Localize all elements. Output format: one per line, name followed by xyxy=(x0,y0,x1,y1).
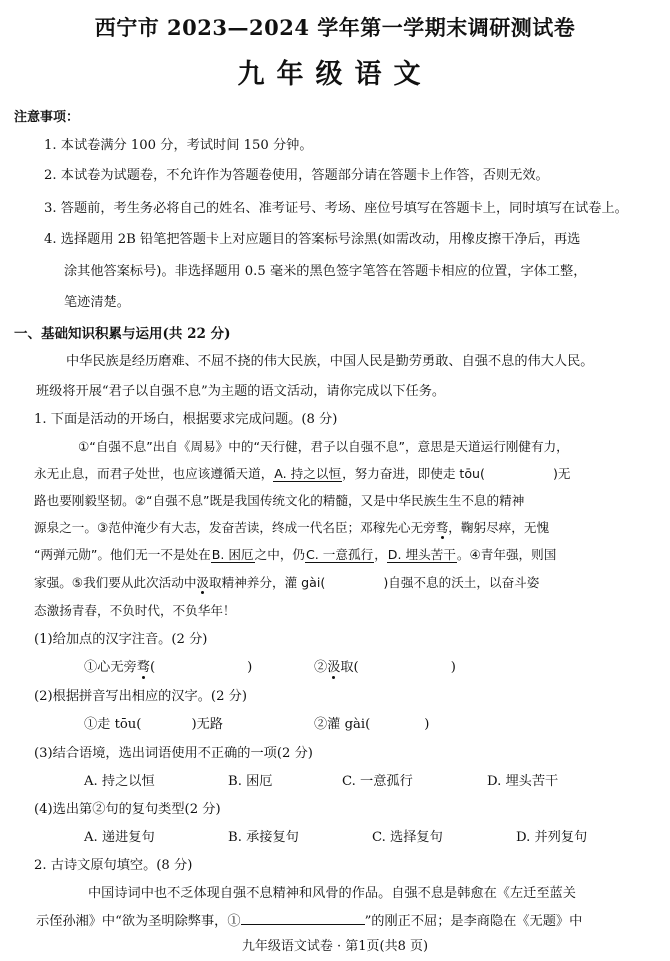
answer-text: ) xyxy=(247,660,253,675)
sub-question-stem: (3)结合语境，选出词语使用不正确的一项(2 分) xyxy=(34,746,313,761)
passage-text: 家强。⑤我们要从此次活动中 xyxy=(34,575,197,590)
passage-line: 中国诗词中也不乏体现自强不息精神和风骨的作品。自强不息是韩愈在《左迁至蓝关 xyxy=(88,886,576,901)
passage-text: ， xyxy=(374,547,387,562)
choice-option-d[interactable]: D. 并列复句 xyxy=(516,830,588,845)
passage-line xyxy=(36,910,582,929)
note-item: 4. 选择题用 2B 铅笔把答题卡上对应题目的答案标号涂黑(如需改动，用橡皮擦干净后，再选 xyxy=(44,232,581,247)
sub-question-answer xyxy=(314,656,456,675)
sub-question-answer xyxy=(314,713,429,732)
passage-text: 取精神养分，灌 gài( xyxy=(209,575,326,590)
answer-text: ( xyxy=(149,660,156,675)
sub-question-stem: (4)选出第②句的复句类型(2 分) xyxy=(34,802,221,817)
passage-line: 态激扬青春，不负时代，不负华年！ xyxy=(34,603,236,618)
notes-heading: 注意事项： xyxy=(14,110,80,125)
subject-title: 九年级语文 xyxy=(237,59,433,90)
passage-text: ”的刚正不屈；是李商隐在《无题》中 xyxy=(364,914,583,929)
section-heading: 一、基础知识积累与运用(共 22 分) xyxy=(14,326,231,342)
passage-text: ，努力奋进，即使走 tōu( xyxy=(342,466,485,481)
passage-text: 永无止息，而君子处世，也应该遵循天道， xyxy=(34,466,274,481)
question-2-stem: 2. 古诗文原句填空。(8 分) xyxy=(34,858,193,873)
question-1-stem: 1. 下面是活动的开场白，根据要求完成问题。(8 分) xyxy=(34,412,338,427)
passage-line xyxy=(34,572,539,591)
sub-question-answer xyxy=(84,713,223,732)
exam-title: 西宁市 2023—2024 学年第一学期末调研测试卷 xyxy=(94,15,576,40)
fill-in-line[interactable] xyxy=(241,912,365,925)
passage-text: 之中，仍 xyxy=(254,547,305,562)
answer-text: ②灌 gài( xyxy=(314,717,371,732)
section-intro: 班级将开展“君子以自强不息”为主题的语文活动，请你完成以下任务。 xyxy=(36,384,446,399)
note-item: 1. 本试卷满分 100 分，考试时间 150 分钟。 xyxy=(44,138,313,153)
choice-option-c[interactable]: C. 一意孤行 xyxy=(342,774,413,789)
passage-line xyxy=(34,544,556,563)
note-item: 3. 答题前，考生务必将自己的姓名、准考证号、考场、座位号填写在答题卡上，同时填写在试卷上。 xyxy=(44,201,628,216)
sub-question-stem: (2)根据拼音写出相应的汉字。(2 分) xyxy=(34,689,247,704)
choice-option-b[interactable]: B. 承接复句 xyxy=(228,830,299,845)
choice-option-c[interactable]: C. 选择复句 xyxy=(372,830,443,845)
underlined-phrase-c: C. 一意孤行 xyxy=(306,547,374,562)
note-item: 笔迹清楚。 xyxy=(64,295,130,310)
passage-line: ①“自强不息”出自《周易》中的“天行健，君子以自强不息”，意思是天道运行刚健有力， xyxy=(78,439,569,454)
answer-text: )无路 xyxy=(191,717,223,732)
passage-line: 路也要刚毅坚韧。②“自强不息”既是我国传统文化的精髓，又是中华民族生生不息的精神 xyxy=(34,493,525,508)
dotted-char: 汲 xyxy=(327,660,341,675)
sub-question-answer xyxy=(84,656,252,675)
choice-option-a[interactable]: A. 递进复句 xyxy=(84,830,155,845)
passage-text: “两弹元勋”。他们无一不是处在 xyxy=(34,547,211,562)
passage-text: )自强不息的沃土，以奋斗姿 xyxy=(383,575,540,590)
passage-text: ，鞠躬尽瘁，无愧 xyxy=(448,520,550,535)
passage-text: 示侄孙湘》中“欲为圣明除弊事，① xyxy=(36,914,241,929)
answer-text: ② xyxy=(314,660,328,675)
note-item: 涂其他答案标号)。非选择题用 0.5 毫米的黑色签字笔答在答题卡相应的位置，字体工整， xyxy=(64,264,587,279)
page-footer: 九年级语文试卷 · 第1页(共8 页) xyxy=(241,939,429,954)
passage-text: 。④青年强，则国 xyxy=(456,547,557,562)
answer-text: ①走 tōu( xyxy=(84,717,142,732)
passage-text: )无 xyxy=(552,466,571,481)
answer-text: 取( xyxy=(340,660,359,675)
answer-text: ) xyxy=(450,660,456,675)
underlined-phrase-b: B. 困厄 xyxy=(211,547,254,562)
choice-option-b[interactable]: B. 困厄 xyxy=(228,774,273,789)
section-intro: 中华民族是经历磨难、不屈不挠的伟大民族，中国人民是勤劳勇敢、自强不息的伟大人民。 xyxy=(66,354,594,369)
passage-line xyxy=(34,463,570,482)
dotted-char: 骛 xyxy=(435,520,449,535)
dotted-char: 汲 xyxy=(196,575,210,590)
choice-option-d[interactable]: D. 埋头苦干 xyxy=(487,774,559,789)
note-item: 2. 本试卷为试题卷，不允许作为答题卷使用，答题部分请在答题卡上作答，否则无效。 xyxy=(44,168,549,183)
dotted-char: 骛 xyxy=(136,660,150,675)
answer-text: ) xyxy=(424,717,430,732)
underlined-phrase-a: A. 持之以恒 xyxy=(274,466,342,481)
sub-question-stem: (1)给加点的汉字注音。(2 分) xyxy=(34,632,208,647)
passage-text: 源泉之一。③范仲淹少有大志，发奋苦读，终成一代名臣；邓稼先心无旁 xyxy=(34,520,436,535)
answer-text: ①心无旁 xyxy=(84,660,137,675)
choice-option-a[interactable]: A. 持之以恒 xyxy=(84,774,155,789)
passage-line xyxy=(34,517,549,536)
underlined-phrase-d: D. 埋头苦干 xyxy=(387,547,456,562)
